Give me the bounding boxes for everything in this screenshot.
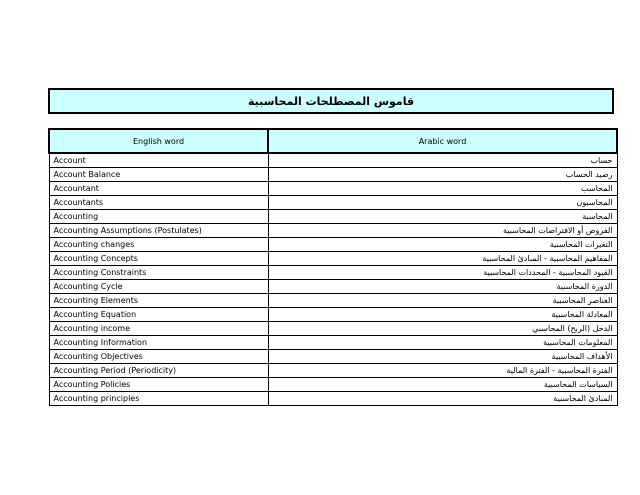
arabic-term: الدخل (الربح) المحاسبي bbox=[268, 322, 617, 336]
english-term: Accounting Elements bbox=[49, 294, 268, 308]
english-term: Account bbox=[49, 153, 268, 168]
arabic-term: المحاسب bbox=[268, 182, 617, 196]
english-term: Accounting Objectives bbox=[49, 350, 268, 364]
table-row bbox=[49, 378, 617, 392]
terms-body bbox=[49, 153, 617, 406]
arabic-term: المعادلة المحاسبية bbox=[268, 308, 617, 322]
table-row bbox=[49, 392, 617, 406]
table-row bbox=[49, 336, 617, 350]
table-row bbox=[49, 266, 617, 280]
arabic-term: التغيرات المحاسبية bbox=[268, 238, 617, 252]
arabic-term: حساب bbox=[268, 153, 617, 168]
table-row bbox=[49, 322, 617, 336]
table-row bbox=[49, 153, 617, 168]
table-row bbox=[49, 182, 617, 196]
english-term: Accountant bbox=[49, 182, 268, 196]
english-term: Accounting income bbox=[49, 322, 268, 336]
arabic-term: المفاهيم المحاسبية - المبادئ المحاسبية bbox=[268, 252, 617, 266]
table-row bbox=[49, 168, 617, 182]
table-row bbox=[49, 252, 617, 266]
dictionary-title: قاموس المصطلحات المحاسبية bbox=[48, 88, 614, 114]
english-term: Accountants bbox=[49, 196, 268, 210]
english-term: Accounting Policies bbox=[49, 378, 268, 392]
table-row bbox=[49, 308, 617, 322]
arabic-term: المحاسبة bbox=[268, 210, 617, 224]
arabic-term: المحاسبون bbox=[268, 196, 617, 210]
table-row bbox=[49, 350, 617, 364]
english-term: Accounting Equation bbox=[49, 308, 268, 322]
arabic-term: المبادئ المحاسبية bbox=[268, 392, 617, 406]
english-term: Account Balance bbox=[49, 168, 268, 182]
english-term: Accounting Information bbox=[49, 336, 268, 350]
english-term: Accounting Assumptions (Postulates) bbox=[49, 224, 268, 238]
table-row bbox=[49, 294, 617, 308]
table-row bbox=[49, 224, 617, 238]
english-term: Accounting bbox=[49, 210, 268, 224]
arabic-term: العناصر المحاسبية bbox=[268, 294, 617, 308]
arabic-term: الفروض أو الافتراضات المحاسبية bbox=[268, 224, 617, 238]
header-row bbox=[49, 129, 617, 153]
table-row bbox=[49, 280, 617, 294]
table-row bbox=[49, 210, 617, 224]
english-term: Accounting Concepts bbox=[49, 252, 268, 266]
english-term: Accounting Period (Periodicity) bbox=[49, 364, 268, 378]
table-row bbox=[49, 238, 617, 252]
arabic-term: القيود المحاسبية - المحددات المحاسبية bbox=[268, 266, 617, 280]
english-word-header: English word bbox=[49, 129, 268, 153]
english-term: Accounting principles bbox=[49, 392, 268, 406]
arabic-term: رصيد الحساب bbox=[268, 168, 617, 182]
arabic-word-header: Arabic word bbox=[268, 129, 617, 153]
table-row bbox=[49, 364, 617, 378]
arabic-term: الدورة المحاسبية bbox=[268, 280, 617, 294]
arabic-term: المعلومات المحاسبية bbox=[268, 336, 617, 350]
english-term: Accounting Cycle bbox=[49, 280, 268, 294]
english-term: Accounting changes bbox=[49, 238, 268, 252]
english-term: Accounting Constraints bbox=[49, 266, 268, 280]
arabic-term: الأهداف المحاسبية bbox=[268, 350, 617, 364]
arabic-term: الفترة المحاسبية - الفترة المالية bbox=[268, 364, 617, 378]
terms-table bbox=[48, 128, 618, 406]
arabic-term: السياسات المحاسبية bbox=[268, 378, 617, 392]
table-row bbox=[49, 196, 617, 210]
